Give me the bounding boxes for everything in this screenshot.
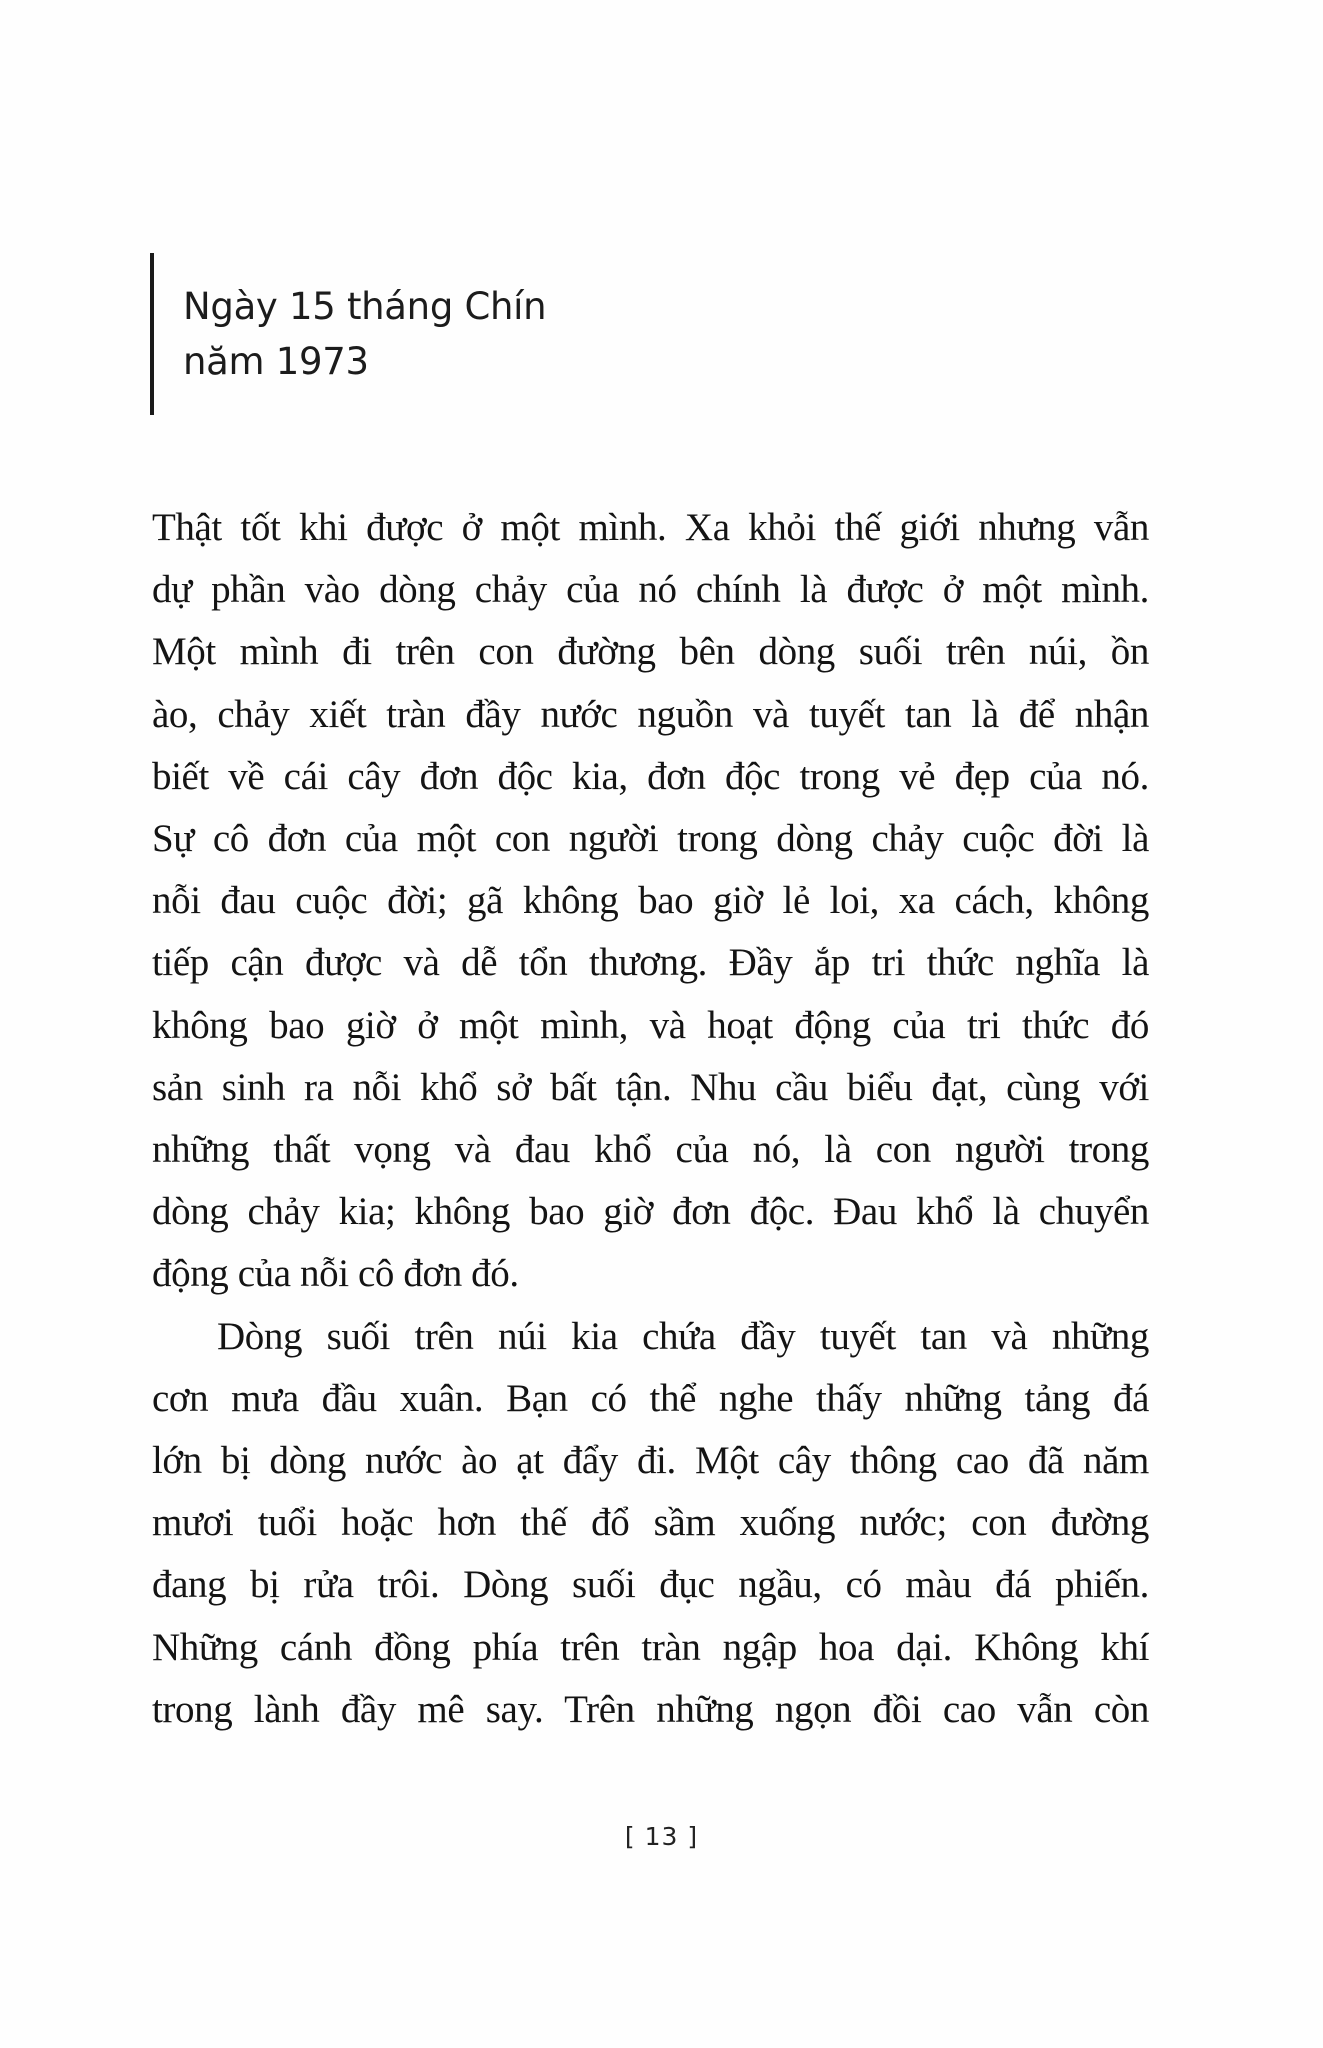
text-line: mươi tuổi hoặc hơn thế đổ sầm xuống nước; con đường: [152, 1501, 1149, 1545]
page-number: [ 13 ]: [624, 1822, 699, 1851]
text-line: Một mình đi trên con đường bên dòng suối trên núi, ồn: [152, 630, 1149, 674]
text-line: đang bị rửa trôi. Dòng suối đục ngầu, có màu đá phiến.: [152, 1563, 1149, 1607]
text-line: Sự cô đơn của một con người trong dòng chảy cuộc đời là: [152, 817, 1149, 861]
text-line: Thật tốt khi được ở một mình. Xa khỏi thế giới nhưng vẫn: [152, 506, 1149, 549]
text-line: tiếp cận được và dễ tổn thương. Đầy ắp tri thức nghĩa là: [152, 941, 1149, 985]
text-line: dòng chảy kia; không bao giờ đơn độc. Đau khổ là chuyển: [152, 1190, 1149, 1234]
text-line: ào, chảy xiết tràn đầy nước nguồn và tuyết tan là để nhận: [152, 692, 1149, 736]
text-line: cơn mưa đầu xuân. Bạn có thể nghe thấy những tảng đá: [152, 1376, 1149, 1420]
paragraph-2: [152, 1306, 1149, 1741]
paragraph-1: [152, 497, 1149, 1306]
text-line: biết về cái cây đơn độc kia, đơn độc trong vẻ đẹp của nó.: [152, 754, 1149, 798]
text-line: những thất vọng và đau khổ của nó, là con người trong: [152, 1128, 1149, 1172]
text-line: không bao giờ ở một mình, và hoạt động của tri thức đó: [152, 1003, 1149, 1047]
body-text: [152, 497, 1149, 1741]
text-line: sản sinh ra nỗi khổ sở bất tận. Nhu cầu biểu đạt, cùng với: [152, 1065, 1149, 1109]
text-line: Những cánh đồng phía trên tràn ngập hoa dại. Không khí: [152, 1625, 1149, 1669]
text-line: nỗi đau cuộc đời; gã không bao giờ lẻ loi, xa cách, không: [152, 879, 1149, 923]
text-line: Dòng suối trên núi kia chứa đầy tuyết tan và những: [217, 1314, 1149, 1358]
text-line: lớn bị dòng nước ào ạt đẩy đi. Một cây thông cao đã năm: [152, 1439, 1149, 1483]
text-line: trong lành đầy mê say. Trên những ngọn đồi cao vẫn còn: [152, 1687, 1149, 1731]
entry-date-heading: [150, 253, 850, 415]
text-line: dự phần vào dòng chảy của nó chính là được ở một mình.: [152, 568, 1149, 612]
text-line: động của nỗi cô đơn đó.: [152, 1252, 519, 1296]
entry-date-line-2: năm 1973: [183, 340, 369, 383]
entry-date-line-1: Ngày 15 tháng Chín: [183, 285, 547, 328]
